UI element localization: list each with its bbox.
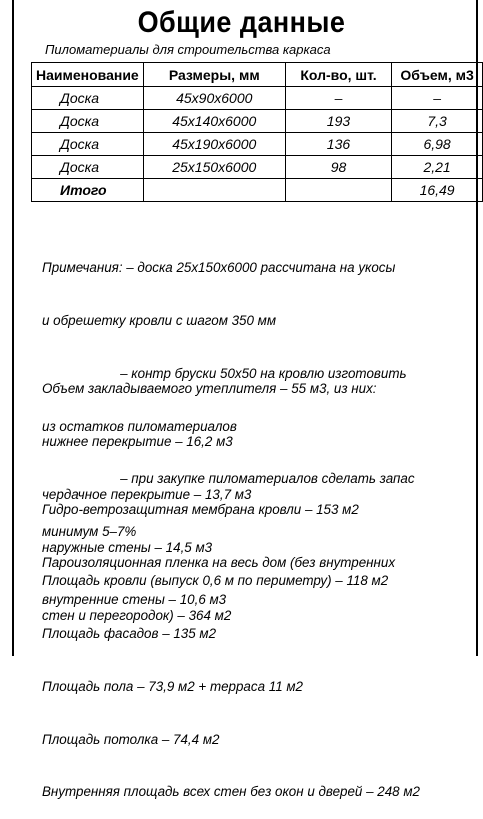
note-line: Площадь потолка – 74,4 м2 [42,731,220,747]
header-name: Наименование [32,63,144,87]
note-line: минимум 5–7% [42,524,137,540]
note-line: Площадь кровли (выпуск 0,6 м по периметру) – 118 м2 [42,573,389,589]
cell-volume: 7,3 [392,110,483,133]
note-line: – при закупке пиломатериалов сделать запас [42,471,415,487]
note-line: Внутренняя площадь всех стен без окон и дверей – 248 м2 [42,784,420,800]
table-row [32,156,483,179]
note-line: из остатков пиломатериалов [42,418,237,434]
notes-areas [42,537,420,819]
note-line: Примечания: – доска 25х150х6000 рассчитана на укосы [42,260,396,276]
table-caption: Пиломатериалы для строительства каркаса [45,42,331,57]
cell-volume: – [392,87,483,110]
note-line: наружные стены – 14,5 м3 [42,539,213,555]
lumber-table [31,62,483,202]
note-line: нижнее перекрытие – 16,2 м3 [42,433,233,449]
header-size: Размеры, мм [143,63,285,87]
cell-volume: 2,21 [392,156,483,179]
note-line: Гидро-ветрозащитная мембрана кровли – 153 м2 [42,502,359,518]
cell-name: Доска [32,87,144,110]
header-volume: Объем, м3 [392,63,483,87]
note-line: и обрешетку кровли с шагом 350 мм [42,312,277,328]
total-volume: 16,49 [392,179,483,202]
cell-qty: 193 [285,110,391,133]
note-line: внутренние стены – 10,6 м3 [42,592,227,608]
note-line: Площадь фасадов – 135 м2 [42,625,217,641]
note-line: стен и перегородок) – 364 м2 [42,607,232,623]
cell-name: Доска [32,110,144,133]
table-row [32,110,483,133]
note-line: Объем закладываемого утеплителя – 55 м3, из них: [42,381,377,397]
note-line: Площадь пола – 73,9 м2 + терраса 11 м2 [42,678,303,694]
cell-size: 45х90х6000 [143,87,285,110]
header-qty: Кол-во, шт. [285,63,391,87]
note-line: чердачное перекрытие – 13,7 м3 [42,486,252,502]
cell-size: 25х150х6000 [143,156,285,179]
total-qty [285,179,391,202]
cell-qty: 136 [285,133,391,156]
note-line: Пароизоляционная пленка на весь дом (без внутренних [42,554,396,570]
table-header-row [32,63,483,87]
table-row [32,87,483,110]
cell-name: Доска [32,133,144,156]
note-line: – контр бруски 50х50 на кровлю изготовить [42,365,407,381]
page-title: Общие данные [137,6,346,39]
cell-volume: 6,98 [392,133,483,156]
cell-size: 45х140х6000 [143,110,285,133]
cell-qty: – [285,87,391,110]
table-row [32,133,483,156]
total-size [143,179,285,202]
table-total-row [32,179,483,202]
cell-qty: 98 [285,156,391,179]
total-label: Итого [32,179,144,202]
cell-name: Доска [32,156,144,179]
cell-size: 45х190х6000 [143,133,285,156]
